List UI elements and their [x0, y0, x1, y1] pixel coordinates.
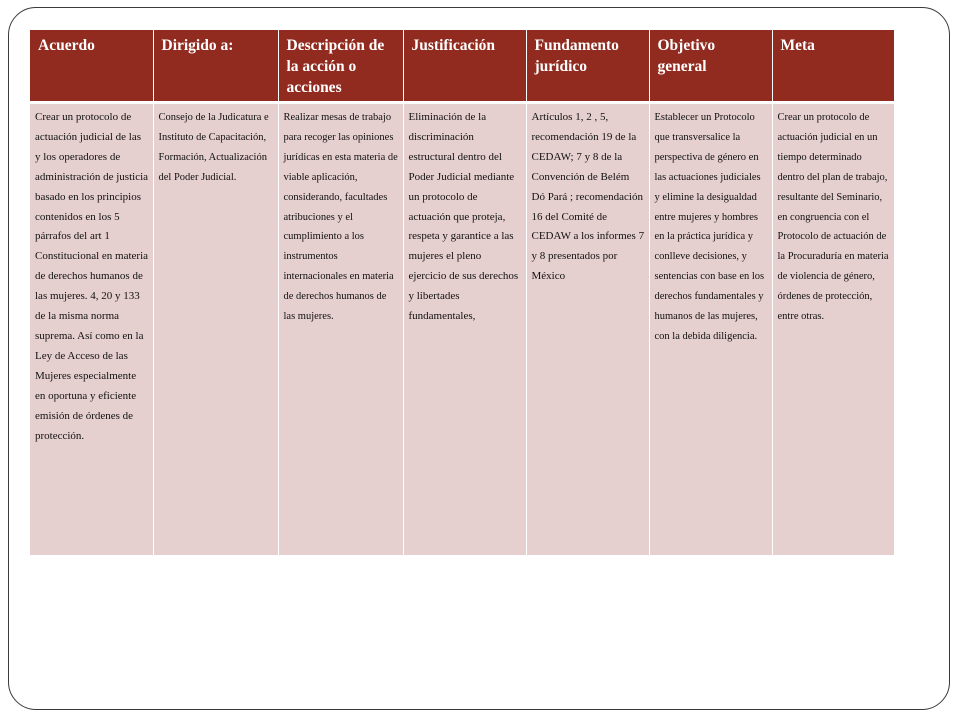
header-justificacion: Justificación [403, 30, 526, 103]
header-descripcion: Descripción de la acción o acciones [278, 30, 403, 103]
cell-objetivo-general: Establecer un Protocolo que transversalice la perspectiva de género en las actuaciones judiciales y elimine la desigualdad entre mujeres y hombres en la práctica jurídica y conlleve decisiones, y sentencias con base en los derechos fundamentales y humanos de las mujeres, con la debida diligencia. [649, 103, 772, 555]
cell-fundamento-juridico: Artículos 1, 2 , 5, recomendación 19 de la CEDAW; 7 y 8 de la Convención de Belém Dó Pará ; recomendación 16 del Comité de CEDAW a los informes 7 y 8 presentados por México [526, 103, 649, 555]
agreements-table [30, 30, 894, 555]
cell-justificacion: Eliminación de la discriminación estructural dentro del Poder Judicial mediante un protocolo de actuación que proteja, respeta y garantice a las mujeres el pleno ejercicio de sus derechos y libertades fundamentales, [403, 103, 526, 555]
cell-acuerdo: Crear un protocolo de actuación judicial de las y los operadores de administración de justicia basado en los principios contenidos en los 5 párrafos del art 1 Constitucional en materia de derechos humanos de las mujeres. 4, 20 y 133 de la misma norma suprema. Así como en la Ley de Acceso de las Mujeres especialmente en oportuna y eficiente emisión de órdenes de protección. [30, 103, 153, 555]
cell-dirigido-a: Consejo de la Judicatura e Instituto de Capacitación, Formación, Actualización del Poder Judicial. [153, 103, 278, 555]
header-dirigido-a: Dirigido a: [153, 30, 278, 103]
header-acuerdo: Acuerdo [30, 30, 153, 103]
cell-descripcion: Realizar mesas de trabajo para recoger las opiniones jurídicas en esta materia de viable aplicación, considerando, facultades atribuciones y el cumplimiento a los instrumentos internacionales en materia de derechos humanos de las mujeres. [278, 103, 403, 555]
header-fundamento-juridico: Fundamento jurídico [526, 30, 649, 103]
cell-meta: Crear un protocolo de actuación judicial en un tiempo determinado dentro del plan de trabajo, resultante del Seminario, en congruencia con el Protocolo de actuación de la Procuraduría en materia de violencia de género, órdenes de protección, entre otras. [772, 103, 894, 555]
header-meta: Meta [772, 30, 894, 103]
table-row [30, 103, 894, 555]
header-objetivo-general: Objetivo general [649, 30, 772, 103]
table-header-row [30, 30, 894, 103]
